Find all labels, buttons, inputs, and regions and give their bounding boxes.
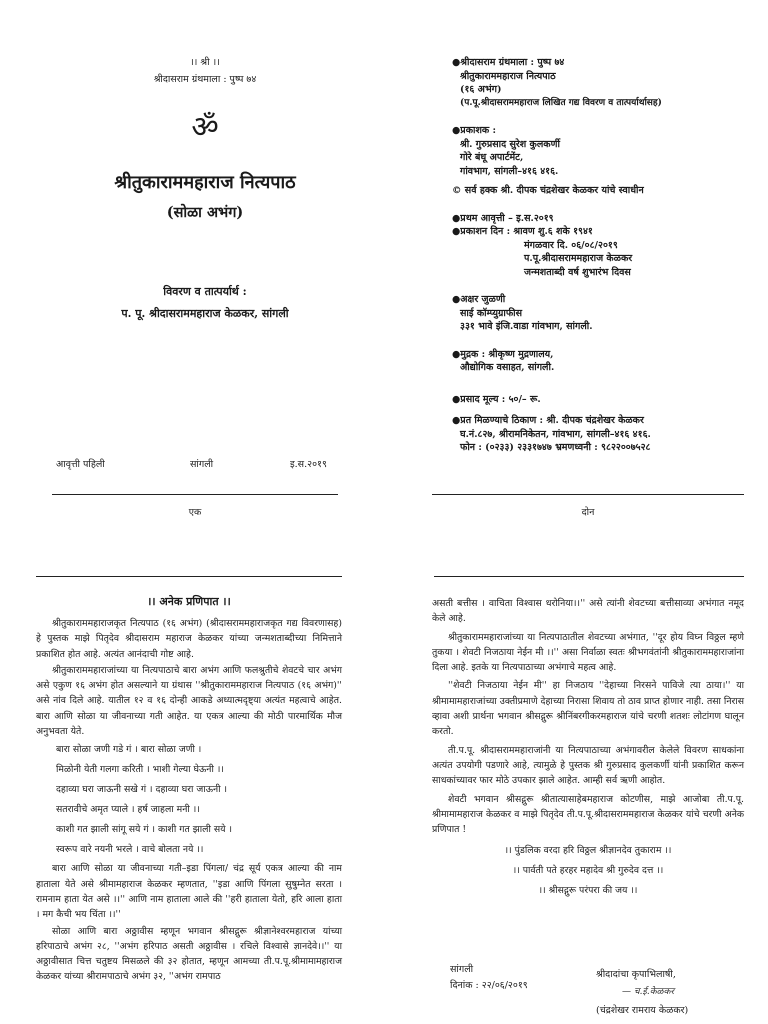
publication-note-1: प.पू.श्रीदासराममहाराज केळकर	[524, 253, 633, 264]
paragraph: श्रीतुकाराममहाराजांच्या या नित्यपाठातील शेवटच्या अभंगात, ''दूर होय विघ्न विठ्ठल म्हणे तुकया । शेवटी निजठाया नेईन मी ।।'' असा निर्वाळा स्वतः श्रीभगवंतांनी श्रीतुकाराममहाराजांना दिला आहे. इतके या नित्यपाठाच्या अभंगाचे महत्व आहे.	[432, 631, 744, 674]
om-symbol: ॐ	[191, 110, 219, 145]
paragraph: सोळा आणि बारा अठ्ठावीस म्हणून भगवान श्रीसद्गुरू श्रीज्ञानेश्वरमहाराज यांच्या हरिपाठाचे अभंग २८, ''अभंग हरिपाठ असती अठ्ठावीस । रचिले विश्वासे ज्ञानदेवे।।'' या अठ्ठावीसात चित्त चतुष्टय मिसळले की ३२ होतात, म्हणून आमच्या ती.प.पू.श्रीमामामहाराज केळकर यांच्या श्रीरामपाठाचे अभंग ३२, ''अभंग रामपाठ	[36, 925, 342, 983]
divider	[36, 576, 342, 577]
verse-line: बारा सोळा जणी गडे गं । बारा सोळा जणी ।	[56, 744, 202, 756]
printer-address: औद्योगिक वसाहत, सांगली.	[460, 362, 555, 373]
book-subtitle: (सोळा अभंग)	[166, 204, 244, 221]
acknowledgement-text-left	[36, 616, 342, 985]
imprint-title: श्रीतुकाराममहाराज नित्यपाठ	[460, 70, 556, 82]
paragraph: श्रीतुकाराममहाराजांच्या या नित्यपाठाचे बारा अभंग आणि फलश्रुतीचे शेवटचे चार अभंग असे एकुण १६ अभंग होत असल्याने या ग्रंथास ''श्रीतुकाराममहाराज नित्यपाठ (१६ अभंग)'' असे नांव दिले आहे. यातील १२ व १६ दोन्ही आकडे अध्यात्मदृष्ट्या अत्यंत महत्वाचे आहेत. बारा आणि सोळा या जीवनाच्या गती आहेत. या एकत्र आल्या की मोठी पारमार्थिक मौज अनुभवता येते.	[36, 664, 342, 738]
invocation-line: ।। पुंडलिक वरदा हरि विठ्ठल श्रीज्ञानदेव तुकाराम ।।	[504, 845, 672, 857]
paragraph: श्रीतुकाराममहाराजकृत नित्यपाठ (१६ अभंग) (श्रीदासराममहाराजकृत गद्य विवरणासह) हे पुस्तक माझे पितृदेव श्रीदासराम महाराज केळकर यांच्या जन्मशताब्दीच्या निमित्ताने प्रकाशित होत आहे. अत्यंत आनंदाची गोष्ट आहे.	[36, 618, 342, 660]
paragraph: ''शेवटी निजठाया नेईन मी'' हा निजठाय ''देहाच्या निरसने पाविजे त्या ठाया।'' या श्रीमामामहाराजांच्या उक्तीप्रमाणे देहाच्या निरासा शिवाय तो ठाव प्राप्त होणार नाही. तसा निरास व्हावा अशी प्रार्थना भगवान श्रीसद्गुरू श्रीनिंबरगीकरमहाराज यांचे चरणी शतशः लोटांगण घालून करतो.	[432, 680, 744, 738]
page-number: दोन	[581, 507, 595, 518]
availability-label: ●प्रत मिळण्याचे ठिकाण : श्री. दीपक चंद्रशेखर केळकर	[452, 415, 644, 426]
divider	[432, 494, 744, 495]
signoff-place: सांगली	[450, 964, 474, 975]
verse-line: काशी गत झाली सांगू सये गं । काशी गत झाली सये ।	[56, 824, 232, 836]
paragraph: शेवटी भगवान श्रीसद्गुरू श्रीतात्यासाहेबमहाराज कोटणीस, माझे आजोबा ती.प.पू. श्रीमामामहाराज केळकर व माझे पितृदेव ती.प.पू.श्रीदासराममहाराज केळकर यांचे चरणी अनेक प्रणिपात !	[432, 793, 744, 836]
publisher-name: श्री. गुरुप्रसाद सुरेश कुलकर्णी	[460, 138, 560, 150]
signoff-date: दिनांक : २२/०६/२०१९	[450, 980, 528, 991]
paragraph: असती बत्तीस । वाचिता विश्वास धरोनिया।।'' असे त्यांनी शेवटच्या बत्तीसाव्या अभंगात नमूद केले आहे.	[432, 598, 744, 625]
divider	[52, 494, 338, 495]
section-heading: ।। अनेक प्रणिपात ।।	[147, 595, 231, 608]
printer-label: ●मुद्रक : श्रीकृष्ण मुद्रणालय,	[452, 348, 554, 360]
edition-year: इ.स.२०१९	[290, 459, 327, 470]
imprint-subtitle: (१६ अभंग)	[460, 84, 502, 95]
verse-line: दहाव्या घरा जाऊनी सखे गं । दहाव्या घरा जाऊनी ।	[56, 784, 228, 796]
invocation-line: ।। श्रीसद्गुरू परंपरा की जय ।।	[538, 885, 638, 897]
verse-line: मिळोनी येती गलगा करिती । भाशी गेल्या घेऊनी ।।	[56, 764, 224, 776]
publisher-address-1: गोरे बंधू अपार्टमेंट,	[460, 152, 524, 163]
price-line: ●प्रसाद मूल्य : ५०/– रू.	[452, 393, 541, 405]
typesetting-address: ३३१ भावे इंजि.वाडा गांवभाग, सांगली.	[460, 321, 593, 332]
commentary-label: विवरण व तात्पर्यार्थ :	[163, 285, 247, 298]
copyright-line: © सर्व हक्क श्री. दीपक चंद्रशेखर केळकर यांचे स्वाधीन	[452, 185, 644, 196]
invocation-line: ।। पार्वती पते हरहर महादेव श्री गुरुदेव दत्त ।।	[512, 865, 664, 877]
publisher-address-2: गांवभाग, सांगली–४१६ ४१६.	[460, 165, 559, 177]
edition-place: सांगली	[190, 459, 214, 470]
signoff-closing: श्रीदादांचा कृपाभिलाषी,	[596, 969, 676, 980]
imprint-note: (प.पू.श्रीदासराममहाराज लिखित गद्य विवरण व तात्पर्यार्थासह)	[460, 97, 662, 108]
paragraph: ती.प.पू. श्रीदासराममहाराजांनी या नित्यपाठाच्या अभंगावरील केलेले विवरण साधकांना अत्यंत उपयोगी पडणारे आहे, त्यामुळे हे पुस्तक श्री गुरुप्रसाद कुलकर्णी यांनी प्रकाशित करून साधकांच्यावर फार मोठे उपकार झाले आहेत. आम्ही सर्व ऋणी आहोत.	[432, 744, 744, 787]
availability-address: घ.नं.८२७, श्रीरामनिकेतन, गांवभाग, सांगली–४१६ ४१६.	[460, 428, 651, 440]
publisher-label: ●प्रकाशक :	[452, 125, 497, 136]
series-line: श्रीदासराम ग्रंथमाला : पुष्प ७४	[153, 74, 257, 85]
typesetting-name: साई कॉम्प्युग्राफीस	[460, 307, 523, 319]
signature: — च.ई.केळकर	[622, 987, 675, 997]
paragraph: बारा आणि सोळा या जीवनाच्या गती–इडा पिंगला/ चंद्र सूर्य एकत्र आल्या की नाम हाताला येते असे श्रीमामहाराज केळकर म्हणतात, ''इडा आणि पिंगला सुषुम्नेत सरता । रामनाम हाता येत असे ।।'' आणि नाम हाताला आले की ''हरी हाताला येतो, हरि आला हाता । मग कैची भय चिंता ।।''	[36, 863, 342, 921]
verse-line: स्वरूप वारे नयनी भरले । वाचे बोलता नये ।।	[56, 844, 204, 856]
publication-date: मंगळवार दि. ०६/०८/२०१९	[524, 239, 618, 251]
page-number: एक	[188, 507, 202, 518]
verse-block	[36, 740, 342, 860]
imprint-series: ●श्रीदासराम ग्रंथमाला : पुष्प ७४	[452, 57, 565, 68]
publication-note-2: जन्मशताब्दी वर्ष शुभारंभ दिवस	[524, 266, 631, 278]
typesetting-label: ●अक्षर जुळणी	[452, 294, 506, 305]
availability-phone: फोन : (०२३३) २३३१७४७ भ्रमणध्वनी : ९८२२००७५२८	[460, 442, 651, 453]
imprint-block	[452, 56, 752, 455]
signoff-name: (चंद्रशेखर रामराय केळकर)	[596, 1005, 689, 1016]
first-edition: ●प्रथम आवृत्ती – इ.स.२०१९	[452, 212, 554, 224]
edition-label: आवृत्ती पहिली	[56, 459, 105, 470]
verse-line: सतरावीचे अमृत प्याले । हर्ष जाहला मनी ।।	[56, 804, 200, 816]
commentator-name: प. पू. श्रीदासराममहाराज केळकर, सांगली	[121, 307, 289, 320]
publication-day: ●प्रकाशन दिन : श्रावण शु.६ शके १९४१	[452, 226, 593, 237]
invocation-block	[432, 841, 744, 901]
book-title: श्रीतुकाराममहाराज नित्यपाठ	[114, 172, 296, 193]
divider	[434, 576, 744, 577]
acknowledgement-text-right	[432, 596, 744, 901]
shri-invocation: ।। श्री ।।	[190, 57, 220, 68]
